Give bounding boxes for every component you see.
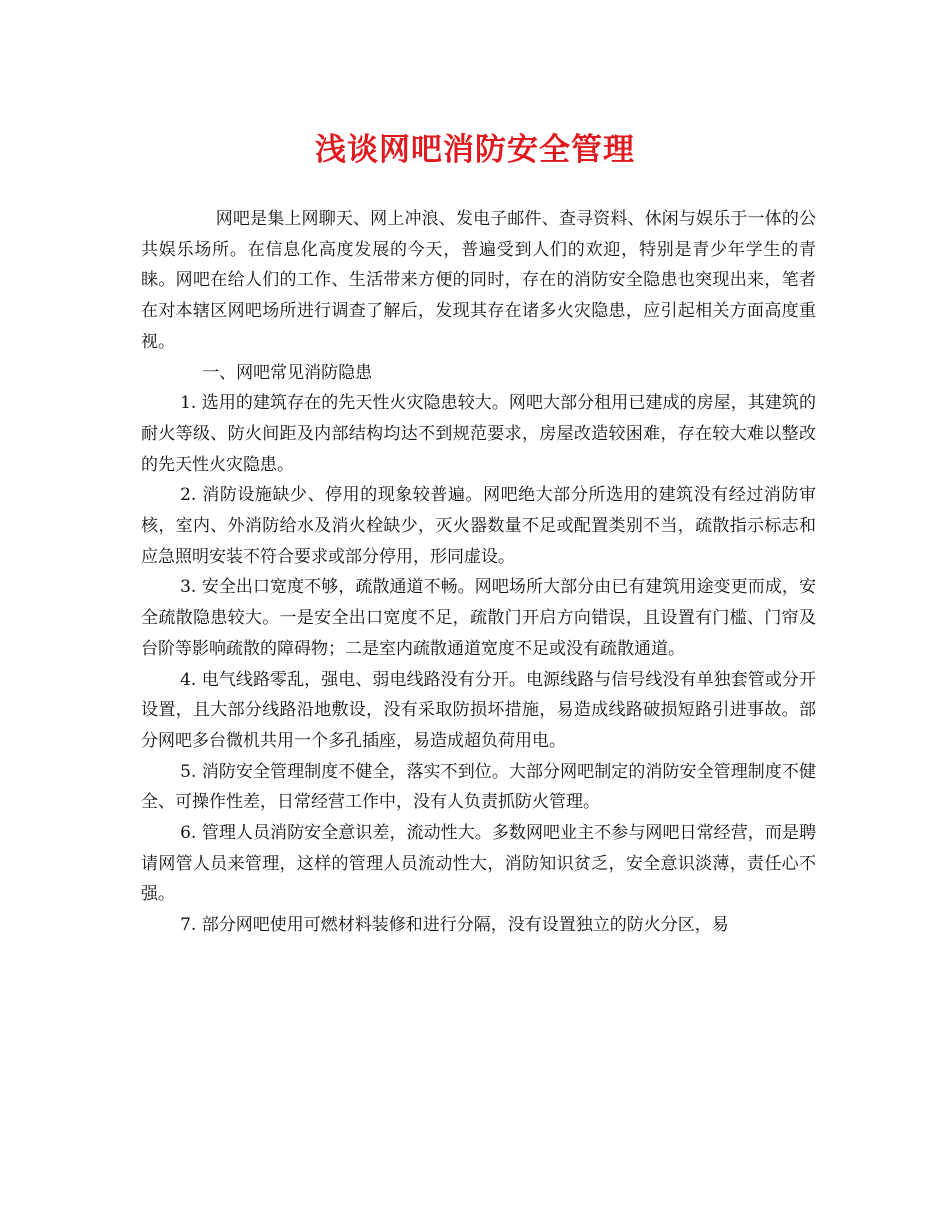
item-paragraph-5: 5. 消防安全管理制度不健全，落实不到位。大部分网吧制定的消防安全管理制度不健全、可操作性差，日常经营工作中，没有人负责抓防火管理。 <box>141 761 816 813</box>
item-paragraph-4: 4. 电气线路零乱，强电、弱电线路没有分开。电源线路与信号线没有单独套管或分开设置，且大部分线路沿地敷设，没有采取防损坏措施，易造成线路破损短路引进事故。部分网吧多台微机共用一个多孔插座，易造成超负荷用电。 <box>141 669 816 751</box>
item-paragraph-2: 2. 消防设施缺少、停用的现象较普遍。网吧绝大部分所选用的建筑没有经过消防审核，室内、外消防给水及消火栓缺少，灭火器数量不足或配置类别不当，疏散指示标志和应急照明安装不符合要求或部分停用，形同虚设。 <box>141 485 816 567</box>
intro-paragraph: 网吧是集上网聊天、网上冲浪、发电子邮件、查寻资料、休闲与娱乐于一体的公共娱乐场所。在信息化高度发展的今天，普遍受到人们的欢迎，特别是青少年学生的青睐。网吧在给人们的工作、生活带来方便的同时，存在的消防安全隐患也突现出来，笔者在对本辖区网吧场所进行调查了解后，发现其存在诸多火灾隐患，应引起相关方面高度重视。 <box>141 209 816 352</box>
item-paragraph-6: 6. 管理人员消防安全意识差，流动性大。多数网吧业主不参与网吧日常经营，而是聘请网管人员来管理，这样的管理人员流动性大，消防知识贫乏，安全意识淡薄，责任心不强。 <box>141 823 816 905</box>
document-title: 浅谈网吧消防安全管理 <box>315 132 635 168</box>
document-body <box>141 204 816 941</box>
section-heading: 一、网吧常见消防隐患 <box>202 362 373 383</box>
item-paragraph-3: 3. 安全出口宽度不够，疏散通道不畅。网吧场所大部分由已有建筑用途变更而成，安全疏散隐患较大。一是安全出口宽度不足，疏散门开启方向错误，且设置有门槛、门帘及台阶等影响疏散的障碍物；二是室内疏散通道宽度不足或没有疏散通道。 <box>141 577 816 659</box>
item-paragraph-1: 1. 选用的建筑存在的先天性火灾隐患较大。网吧大部分租用已建成的房屋，其建筑的耐火等级、防火间距及内部结构均达不到规范要求，房屋改造较困难，存在较大难以整改的先天性火灾隐患。 <box>141 393 816 475</box>
item-paragraph-7: 7. 部分网吧使用可燃材料装修和进行分隔，没有设置独立的防火分区，易 <box>180 915 729 936</box>
